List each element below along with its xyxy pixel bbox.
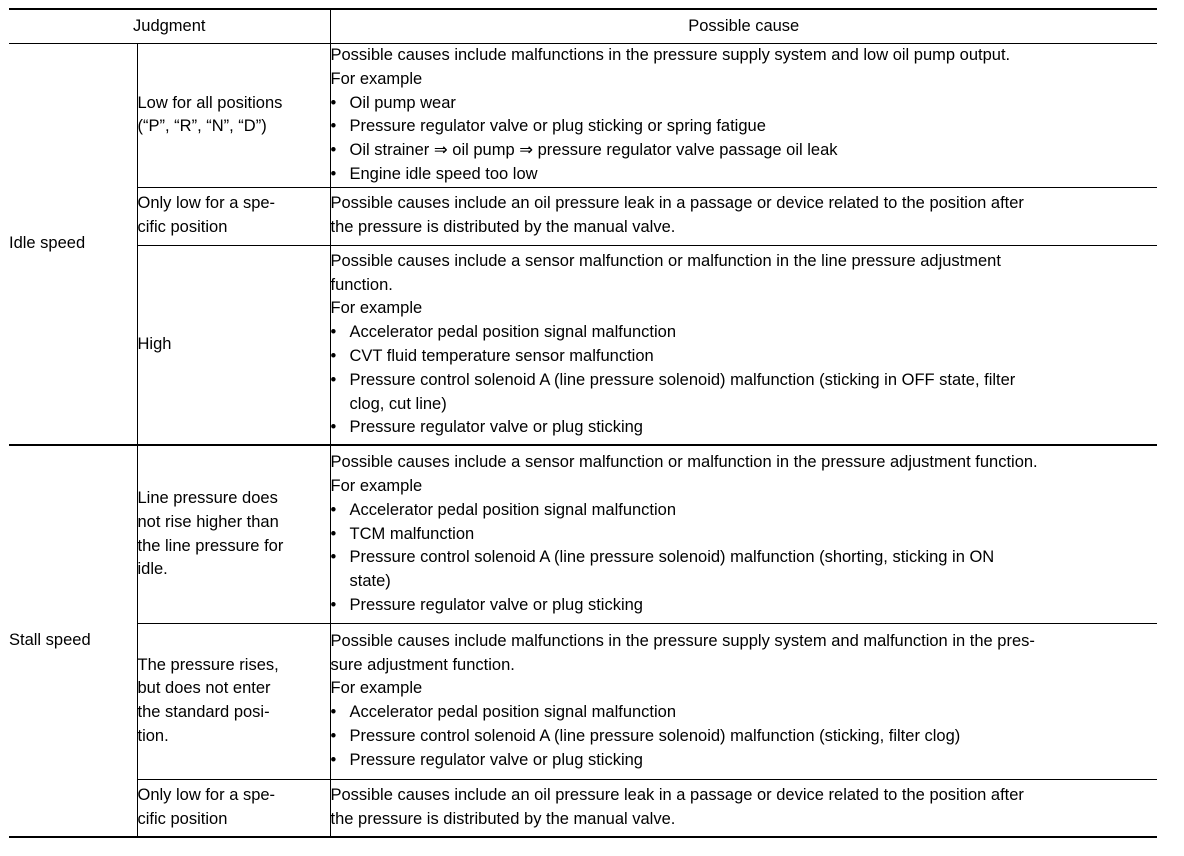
bullet-text-line: • CVT fluid temperature sensor malfunction <box>349 347 654 366</box>
judgment-condition <box>137 623 330 779</box>
condition-line: (“P”, “R”, “N”, “D”) <box>137 117 267 136</box>
cause-bullet-item <box>331 546 1158 594</box>
condition-line: the standard posi- <box>137 703 270 722</box>
possible-cause-cell <box>330 187 1157 245</box>
bullet-text-line: • Pressure regulator valve or plug sticking <box>349 750 643 769</box>
bullet-text-line: • Oil pump wear <box>349 93 456 112</box>
possible-cause-cell <box>330 44 1157 188</box>
cause-bullet-list <box>331 499 1158 618</box>
cause-bullet-item <box>331 416 1158 440</box>
cause-intro-line: function. <box>330 275 393 294</box>
possible-cause-header: Possible cause <box>330 9 1157 44</box>
bullet-text-line: clog, cut line) <box>349 394 447 413</box>
cause-bullet-item <box>331 369 1158 417</box>
cause-bullet-item <box>331 749 1158 773</box>
cause-bullet-item <box>331 92 1158 116</box>
cause-intro-line: Possible causes include a sensor malfunction or malfunction in the pressure adjustment function. <box>330 453 1038 472</box>
cause-intro-line: Possible causes include a sensor malfunction or malfunction in the line pressure adjustment <box>330 251 1001 270</box>
cause-bullet-item <box>331 701 1158 725</box>
condition-line: Low for all positions <box>137 93 283 112</box>
possible-cause-cell <box>330 779 1157 837</box>
bullet-text-line: • Pressure regulator valve or plug sticking or spring fatigue <box>349 117 766 136</box>
judgment-header: Judgment <box>9 9 330 44</box>
for-example-label: For example <box>330 299 423 318</box>
condition-line: cific position <box>137 810 228 829</box>
for-example-label: For example <box>330 679 423 698</box>
bullet-text-line: • Pressure control solenoid A (line pressure solenoid) malfunction (sticking in OFF state, filter <box>349 370 1016 389</box>
bullet-text-line: • Engine idle speed too low <box>349 164 538 183</box>
cause-bullet-item <box>331 321 1158 345</box>
condition-line: The pressure rises, <box>137 655 279 674</box>
bullet-text-line: • TCM malfunction <box>349 524 475 543</box>
bullet-text-line: • Pressure regulator valve or plug sticking <box>349 418 643 437</box>
condition-line: cific position <box>137 218 228 237</box>
line-pressure-diagnosis-table <box>9 8 1157 838</box>
condition-line: not rise higher than <box>137 512 279 531</box>
for-example-label: For example <box>330 477 423 496</box>
cause-bullet-item <box>331 523 1158 547</box>
cause-bullet-item <box>331 594 1158 618</box>
cause-intro-line: Possible causes include an oil pressure leak in a passage or device related to the position after <box>330 786 1024 805</box>
bullet-text-line: • Pressure control solenoid A (line pressure solenoid) malfunction (sticking, filter clog) <box>349 727 961 746</box>
table-row <box>9 623 1157 779</box>
cause-bullet-item <box>331 345 1158 369</box>
table-row <box>9 445 1157 623</box>
for-example-label: For example <box>330 69 423 88</box>
bullet-text-line: • Accelerator pedal position signal malfunction <box>349 703 677 722</box>
condition-line: Only low for a spe- <box>137 194 276 213</box>
diagnosis-table-sheet <box>9 8 1157 838</box>
condition-line: Line pressure does <box>137 488 278 507</box>
judgment-condition <box>137 187 330 245</box>
table-row <box>9 779 1157 837</box>
cause-intro-line: Possible causes include an oil pressure leak in a passage or device related to the position after <box>330 194 1024 213</box>
cause-bullet-item <box>331 163 1158 187</box>
cause-bullet-list <box>331 92 1158 187</box>
possible-cause-cell <box>330 445 1157 623</box>
judgment-condition <box>137 445 330 623</box>
judgment-condition <box>137 44 330 188</box>
bullet-text-line: state) <box>349 572 391 591</box>
condition-line: idle. <box>137 560 168 579</box>
condition-line: tion. <box>137 727 169 746</box>
judgment-condition <box>137 245 330 445</box>
header-row <box>9 9 1157 44</box>
bullet-text-line: • Accelerator pedal position signal malfunction <box>349 323 677 342</box>
cause-bullet-item <box>331 115 1158 139</box>
cause-bullet-list <box>331 321 1158 440</box>
condition-line: but does not enter <box>137 679 271 698</box>
bullet-text-line: • Oil strainer ⇒ oil pump ⇒ pressure regulator valve passage oil leak <box>349 141 838 160</box>
cause-bullet-item <box>331 725 1158 749</box>
cause-intro-line: sure adjustment function. <box>330 655 515 674</box>
table-row <box>9 44 1157 188</box>
cause-intro-line: Possible causes include malfunctions in the pressure supply system and low oil pump output. <box>330 46 1011 64</box>
judgment-group-label: Idle speed <box>9 44 137 446</box>
condition-line: High <box>137 335 172 354</box>
judgment-condition <box>137 779 330 837</box>
cause-bullet-item <box>331 139 1158 163</box>
bullet-text-line: • Accelerator pedal position signal malfunction <box>349 500 677 519</box>
cause-intro-line: the pressure is distributed by the manual valve. <box>330 810 676 829</box>
bullet-text-line: • Pressure control solenoid A (line pressure solenoid) malfunction (shorting, sticking in ON <box>349 548 995 567</box>
table-row <box>9 245 1157 445</box>
possible-cause-cell <box>330 623 1157 779</box>
condition-line: the line pressure for <box>137 536 284 555</box>
cause-intro-line: Possible causes include malfunctions in the pressure supply system and malfunction in the pres- <box>330 631 1035 650</box>
bullet-text-line: • Pressure regulator valve or plug sticking <box>349 596 643 615</box>
cause-bullet-list <box>331 701 1158 772</box>
judgment-group-label: Stall speed <box>9 445 137 837</box>
possible-cause-cell <box>330 245 1157 445</box>
cause-intro-line: the pressure is distributed by the manual valve. <box>330 218 676 237</box>
table-body <box>9 44 1157 838</box>
cause-bullet-item <box>331 499 1158 523</box>
condition-line: Only low for a spe- <box>137 786 276 805</box>
table-row <box>9 187 1157 245</box>
